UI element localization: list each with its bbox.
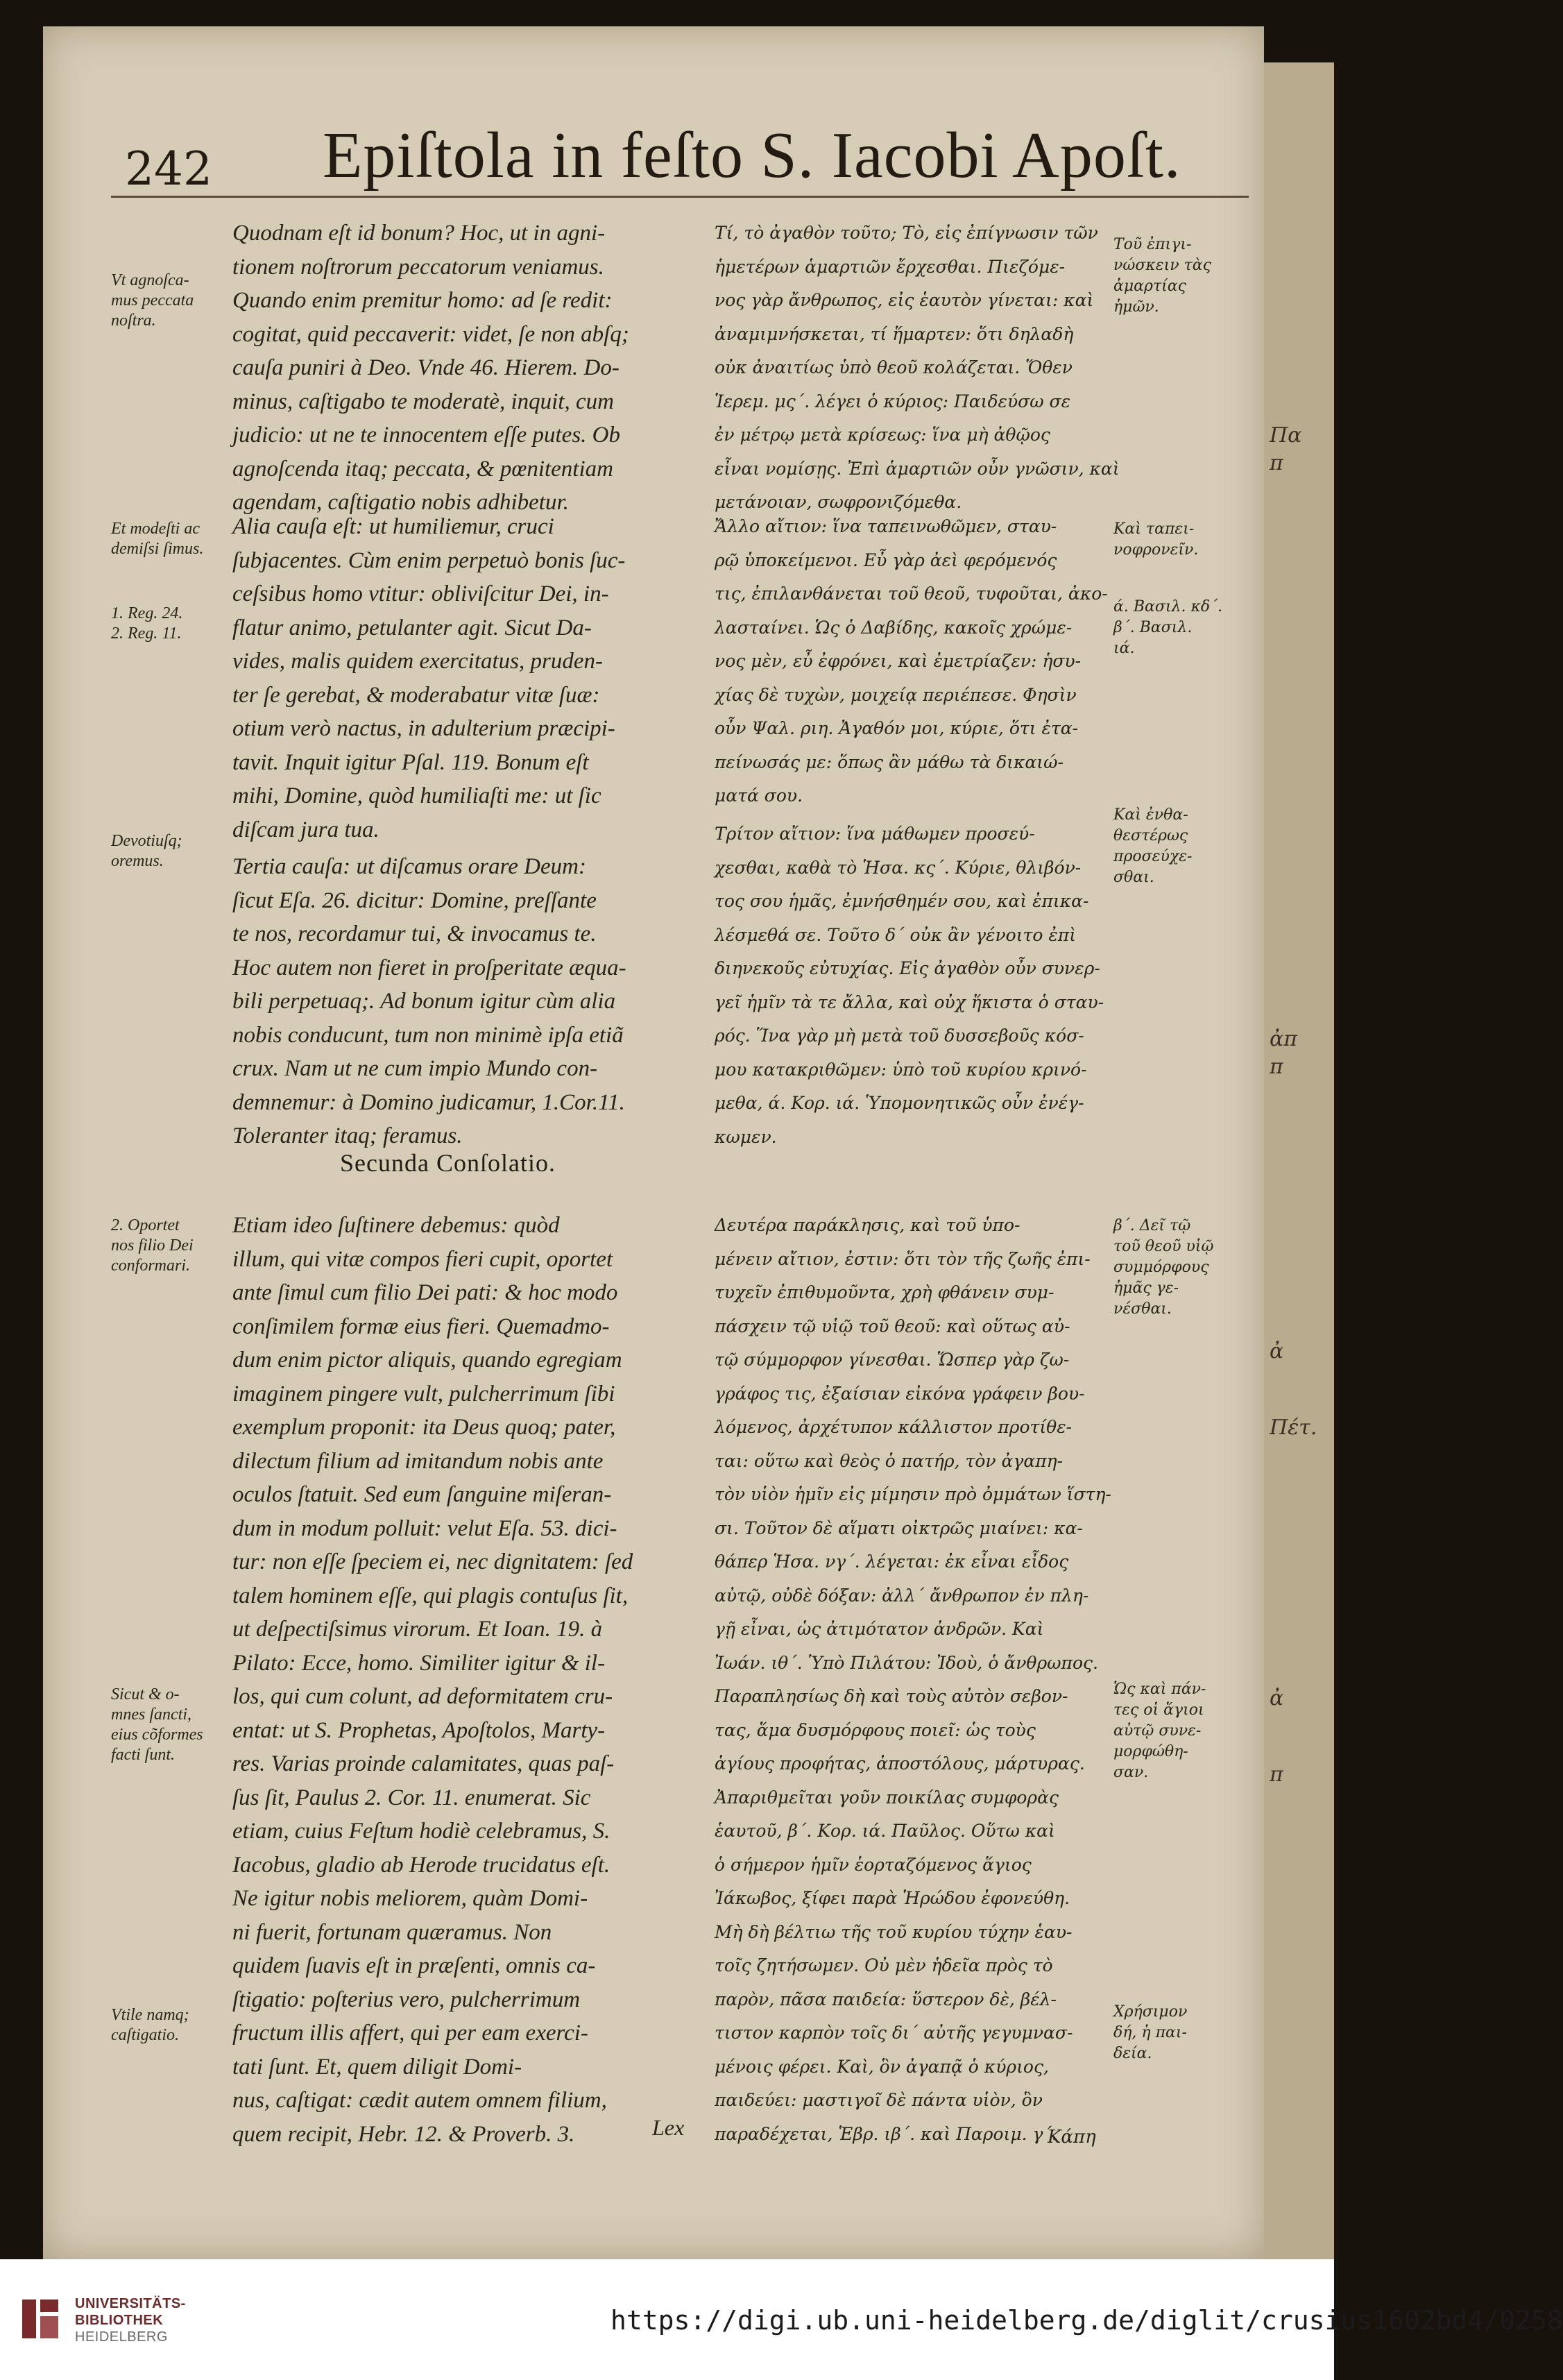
greek-paragraph-block [715, 817, 1110, 1154]
greek-paragraph-block [715, 216, 1120, 520]
next-page-fragment: Πέτ. [1270, 1416, 1317, 1440]
latin-paragraph-line: Alia cauſa eſt: ut humiliemur, cruci [232, 514, 554, 539]
greek-paragraph-line: μένοις φέρει. Καὶ, ὃν ἀγαπᾷ ὁ κύριος, [715, 2056, 1049, 2077]
latin-paragraph-block [232, 1209, 711, 2151]
margin-note-greek-line: β΄. Δεῖ τῷ [1113, 1217, 1191, 1234]
greek-paragraph-line: ἡμετέρων ἁμαρτιῶν ἔρχεσθαι. Πιεζόμε- [715, 256, 1066, 277]
margin-note-latin-line: Devotiuſq; [111, 832, 182, 850]
margin-note-latin-block [111, 1216, 229, 1276]
greek-paragraph-line: τιστον καρπὸν τοῖς δι΄ αὐτῆς γεγυμνασ- [715, 2023, 1073, 2043]
latin-paragraph-line: quidem ſuavis eſt in præſenti, omnis ca- [232, 1953, 596, 1978]
latin-paragraph-line: demnemur: à Domino judicamur, 1.Cor.11. [232, 1089, 625, 1115]
margin-note-greek-block [1113, 2002, 1245, 2064]
greek-paragraph-line: ἑαυτοῦ, β΄. Κορ. ιά. Παῦλος. Οὕτω καὶ [715, 1821, 1055, 1841]
latin-paragraph-line: ſubjacentes. Cùm enim perpetuò bonis ſuc- [232, 547, 626, 573]
latin-paragraph-line: etiam, cuius Feſtum hodiè celebramus, S. [232, 1819, 610, 1844]
logo-line-1: UNIVERSITÄTS- [75, 2296, 186, 2311]
greek-paragraph-line: ρός. Ἵνα γὰρ μὴ μετὰ τοῦ δυσσεβοῦς κόσ- [715, 1026, 1084, 1046]
greek-paragraph-line: γράφος τις, ἐξαίσιαν εἰκόνα γράφειν βου- [715, 1383, 1085, 1404]
next-page-fragment: ἀπ [1270, 1027, 1297, 1051]
latin-paragraph-line: ſtigatio: poſterius vero, pulcherrimum [232, 1987, 581, 2012]
margin-note-greek-line: ἡμᾶς γε- [1113, 1280, 1179, 1297]
margin-note-latin-line: mnes ſancti, [111, 1706, 191, 1724]
margin-note-latin-line: Vtile namq; [111, 2006, 189, 2024]
latin-paragraph-line: bili perpetuaq;. Ad bonum igitur cùm alia [232, 989, 616, 1014]
latin-paragraph-line: Quodnam eſt id bonum? Hoc, ut in agni- [232, 221, 606, 246]
latin-paragraph-line: Toleranter itaq; feramus. [232, 1123, 463, 1148]
latin-paragraph-line: imaginem pingere vult, pulcherrimum ſibi [232, 1381, 615, 1406]
greek-paragraph-line: οὐκ ἀναιτίως ὑπὸ θεοῦ κολάζεται. Ὅθεν [715, 357, 1073, 377]
margin-note-latin-line: 2. Reg. 11. [111, 624, 182, 643]
greek-paragraph-line: Ἀπαριθμεῖται γοῦν ποικίλας συμφορὰς [715, 1787, 1059, 1808]
latin-paragraph-line: crux. Nam ut ne cum impio Mundo con- [232, 1056, 598, 1081]
margin-note-greek-line: τες οἱ ἅγιοι [1113, 1701, 1204, 1719]
next-page-fragment: Πα [1270, 423, 1302, 448]
latin-paragraph-line: ſus ſit, Paulus 2. Cor. 11. enumerat. Sic [232, 1785, 591, 1810]
next-page-fragment: π [1270, 451, 1283, 475]
greek-paragraph-line: πείνωσάς με: ὅπως ἂν μάθω τὰ δικαιώ- [715, 751, 1064, 772]
latin-paragraph-line: Pilato: Ecce, homo. Similiter igitur & il- [232, 1650, 606, 1676]
margin-note-latin-block [111, 2005, 229, 2046]
margin-note-greek-block [1113, 1216, 1245, 1320]
margin-note-latin-line: demiſsi ſimus. [111, 540, 204, 558]
logo-line-3: HEIDELBERG [75, 2329, 168, 2345]
latin-paragraph-line: ſicut Eſa. 26. dicitur: Domine, preſſante [232, 887, 597, 913]
next-page-fragment: π [1270, 1055, 1283, 1079]
latin-paragraph-line: Quando enim premitur homo: ad ſe redit: [232, 288, 613, 313]
greek-paragraph-line: θάπερ Ἡσα. νγ΄. λέγεται: ἐκ εἶναι εἶδος [715, 1552, 1069, 1572]
margin-note-greek-line: αὐτῷ συνε- [1113, 1722, 1202, 1740]
latin-paragraph-line: Etiam ideo ſuſtinere debemus: quòd [232, 1213, 560, 1238]
greek-paragraph-line: ματά σου. [715, 785, 803, 806]
latin-paragraph-block [232, 510, 711, 847]
greek-paragraph-line: διηνεκοῦς εὐτυχίας. Εἰς ἀγαθὸν οὖν συνερ- [715, 958, 1100, 978]
margin-note-greek-block [1113, 805, 1245, 888]
library-logo-icon [15, 2294, 65, 2344]
greek-paragraph-line: τὸν υἱὸν ἡμῖν εἰς μίμησιν πρὸ ὀμμάτων ἵστη- [715, 1484, 1111, 1504]
latin-paragraph-line: res. Varias proinde calamitates, quas paſ- [232, 1751, 615, 1776]
margin-note-latin-line: caſtigatio. [111, 2026, 179, 2044]
latin-paragraph-line: nobis conducunt, tum non minimè ipſa etiã [232, 1022, 624, 1048]
greek-paragraph-line: λασταίνει. Ὡς ὁ Δαβίδης, κακοῖς χρώμε- [715, 617, 1073, 638]
latin-paragraph-line: Tertia cauſa: ut diſcamus orare Deum: [232, 854, 586, 879]
margin-note-greek-block [1113, 519, 1245, 561]
greek-paragraph-line: σι. Τοῦτον δὲ αἵματι οἰκτρῶς μιαίνει: κα- [715, 1518, 1083, 1538]
margin-note-latin-line: Sicut & o- [111, 1685, 180, 1703]
margin-note-latin-line: nos filio Dei [111, 1236, 194, 1255]
margin-note-greek-line: σαν. [1113, 1764, 1149, 1781]
catchword-greek: Κάπη [1048, 2127, 1096, 2148]
margin-note-latin-block [111, 604, 229, 644]
greek-paragraph-line: νος μὲν, εὖ ἐφρόνει, καὶ ἐμετρίαζεν: ἡσυ- [715, 651, 1082, 671]
margin-note-greek-block [1113, 1679, 1245, 1783]
greek-paragraph-line: Ἄλλο αἴτιον: ἵνα ταπεινωθῶμεν, σταυ- [715, 516, 1057, 536]
greek-paragraph-line: Παραπλησίως δὴ καὶ τοὺς αὐτὸν σεβον- [715, 1686, 1068, 1706]
catchword-latin: Lex [652, 2115, 685, 2140]
margin-note-latin-line: 1. Reg. 24. [111, 604, 183, 622]
margin-note-greek-line: ἁμαρτίας [1113, 278, 1186, 295]
greek-paragraph-line: χίας δὲ τυχὼν, μοιχείᾳ περιέπεσε. Φησὶν [715, 684, 1077, 705]
latin-paragraph-line: ante ſimul cum filio Dei pati: & hoc modo [232, 1280, 618, 1305]
latin-paragraph-line: illum, qui vitæ compos fieri cupit, oportet [232, 1246, 613, 1272]
greek-paragraph-line: Μὴ δὴ βέλτιω τῆς τοῦ κυρίου τύχην ἑαυ- [715, 1921, 1073, 1942]
running-head: Epiſtola in feſto S. Iacobi Apoſt. [323, 119, 1181, 192]
latin-paragraph-line: minus, caſtigabo te moderatè, inquit, cum [232, 389, 614, 414]
latin-paragraph-line: agendam, caſtigatio nobis adhibetur. [232, 490, 569, 515]
next-page-fragment: ἀ [1270, 1686, 1284, 1710]
greek-paragraph-line: παρὸν, πᾶσα παιδεία: ὕστερον δὲ, βέλ- [715, 1989, 1057, 2009]
latin-paragraph-line: dilectum filium ad imitandum nobis ante [232, 1448, 604, 1474]
greek-paragraph-line: λέσμεθά σε. Τοῦτο δ΄ οὐκ ἂν γένοιτο ἐπὶ [715, 924, 1076, 945]
margin-note-latin-block [111, 271, 229, 331]
greek-paragraph-line: ἀναμιμνήσκεται, τί ἥμαρτεν: ὅτι δηλαδὴ [715, 323, 1074, 344]
latin-paragraph-block [232, 850, 711, 1153]
latin-paragraph-line: conſimilem formæ eius fieri. Quemadmo- [232, 1314, 610, 1339]
latin-paragraph-line: nus, caſtigat: cædit autem omnem filium, [232, 2088, 607, 2113]
greek-paragraph-line: τας, ἅμα δυσμόρφους ποιεῖ: ὡς τοὺς [715, 1719, 1036, 1740]
margin-note-latin-block [111, 1685, 229, 1765]
greek-paragraph-line: παιδεύει: μαστιγοῖ δὲ πάντα υἱὸν, ὃν [715, 2090, 1043, 2110]
margin-note-greek-line: σθαι. [1113, 869, 1154, 886]
greek-paragraph-line: τος σου ἡμᾶς, ἐμνήσθημέν σου, καὶ ἐπικα- [715, 891, 1089, 911]
logo-line-2: BIBLIOTHEK [75, 2313, 164, 2328]
margin-note-greek-line: νώσκειν τὰς [1113, 257, 1211, 274]
margin-note-latin-line: oremus. [111, 852, 164, 870]
greek-paragraph-line: τις, ἐπιλανθάνεται τοῦ θεοῦ, τυφοῦται, ἀκο- [715, 584, 1108, 604]
latin-paragraph-line: ter ſe gerebat, & moderabatur vitæ ſuæ: [232, 682, 600, 708]
greek-paragraph-line: εἶναι νομίσῃς. Ἐπὶ ἁμαρτιῶν οὖν γνῶσιν, καὶ [715, 458, 1120, 479]
margin-note-greek-line: Χρήσιμον [1113, 2003, 1188, 2021]
page-number: 242 [125, 142, 212, 196]
margin-note-greek-line: συμμόρφους [1113, 1259, 1209, 1276]
greek-paragraph-line: Δευτέρα παράκλησις, καὶ τοῦ ὑπο- [715, 1215, 1020, 1235]
margin-note-greek-line: προσεύχε- [1113, 848, 1193, 865]
latin-paragraph-line: cauſa puniri à Deo. Vnde 46. Hierem. Do- [232, 355, 620, 380]
greek-paragraph-line: ἐν μέτρῳ μετὰ κρίσεως: ἵνα μὴ ἀθῷος [715, 425, 1050, 445]
margin-note-greek-line: Καὶ ταπει- [1113, 520, 1195, 538]
next-page-fragment: π [1270, 1762, 1283, 1787]
margin-note-greek-line: δή, ἡ παι- [1113, 2024, 1187, 2041]
latin-paragraph-line: mihi, Domine, quòd humiliaſti me: ut ſic [232, 783, 601, 808]
margin-note-greek-line: Τοῦ ἐπιγι- [1113, 236, 1192, 253]
header-rule [111, 196, 1249, 198]
greek-paragraph-line: γῇ εἶναι, ὡς ἀτιμότατον ἀνδρῶν. Καὶ [715, 1619, 1044, 1639]
margin-note-greek-line: δεία. [1113, 2045, 1152, 2062]
greek-paragraph-line: τοῖς ζητήσωμεν. Οὐ μὲν ἡδεῖα πρὸς τὸ [715, 1955, 1053, 1975]
latin-paragraph-line: tionem noſtrorum peccatorum veniamus. [232, 254, 604, 280]
source-url-link[interactable]: https://digi.ub.uni-heidelberg.de/diglit/crusius1602bd4/0258 [610, 2305, 1563, 2336]
latin-paragraph-line: vides, malis quidem exercitatus, pruden- [232, 649, 603, 674]
library-logo-text [75, 2295, 186, 2345]
latin-paragraph-line: te nos, recordamur tui, & invocamus te. [232, 921, 597, 946]
greek-paragraph-line: ρῷ ὑποκείμενοι. Εὖ γὰρ ἀεὶ φερόμενός [715, 550, 1057, 570]
latin-paragraph-line: diſcam jura tua. [232, 817, 379, 842]
latin-paragraph-line: los, qui cum colunt, ad deformitatem cru- [232, 1684, 613, 1709]
greek-paragraph-block [715, 1209, 1110, 2151]
margin-note-latin-line: Et modeſti ac [111, 520, 200, 538]
margin-note-latin-line: conformari. [111, 1257, 190, 1275]
latin-paragraph-line: ut deſpectiſsimus virorum. Et Ioan. 19. à [232, 1617, 603, 1642]
latin-paragraph-line: flatur animo, petulanter agit. Sicut Da- [232, 615, 592, 640]
latin-paragraph-line: ceſsibus homo vtitur: obliviſcitur Dei, in- [232, 581, 609, 606]
margin-note-latin-line: facti ſunt. [111, 1746, 175, 1764]
greek-paragraph-line: λόμενος, ἀρχέτυπον κάλλιστον προτίθε- [715, 1417, 1073, 1437]
margin-note-greek-line: Καὶ ἐνθα- [1113, 806, 1188, 824]
latin-paragraph-line: exemplum proponit: ita Deus quoq; pater, [232, 1415, 616, 1440]
greek-paragraph-line: ἁγίους προφήτας, ἀποστόλους, μάρτυρας. [715, 1753, 1085, 1774]
margin-note-latin-line: mus peccata [111, 291, 194, 309]
greek-paragraph-block [715, 510, 1110, 813]
margin-note-greek-line: ά. Βασιλ. κδ΄. [1113, 598, 1223, 615]
margin-note-greek-line: Ὡς καὶ πάν- [1113, 1681, 1206, 1698]
margin-note-latin-line: noſtra. [111, 312, 156, 330]
margin-note-latin-line: 2. Oportet [111, 1216, 180, 1234]
latin-paragraph-line: Hoc autem non fieret in proſperitate æqua- [232, 955, 626, 980]
section-heading: Secunda Conſolatio. [340, 1149, 556, 1177]
latin-paragraph-line: oculos ſtatuit. Sed eum ſanguine miſeran- [232, 1482, 612, 1507]
margin-note-greek-line: νοφρονεῖν. [1113, 541, 1199, 559]
margin-note-latin-block [111, 831, 229, 872]
latin-paragraph-line: otium verò nactus, in adulterium præcipi- [232, 716, 615, 741]
greek-paragraph-line: αὐτῷ, οὐδὲ δόξαν: ἀλλ΄ ἄνθρωπον ἐν πλη- [715, 1585, 1089, 1606]
latin-paragraph-line: quem recipit, Hebr. 12. & Proverb. 3. [232, 2121, 575, 2147]
greek-paragraph-line: νος γὰρ ἄνθρωπος, εἰς ἑαυτὸν γίνεται: καὶ [715, 290, 1094, 310]
margin-note-greek-line: ἡμῶν. [1113, 298, 1159, 316]
greek-paragraph-line: Ἰωάν. ιθ΄. Ὑπὸ Πιλάτου: Ἰδοὺ, ὁ ἄνθρωπος. [715, 1652, 1098, 1673]
greek-paragraph-line: μετάνοιαν, σωφρονιζόμεθα. [715, 492, 962, 512]
greek-paragraph-line: γεῖ ἡμῖν τὰ τε ἄλλα, καὶ οὐχ ἥκιστα ὁ σταυ- [715, 992, 1104, 1012]
latin-paragraph-line: tur: non eſſe ſpeciem ei, nec dignitatem: ſed [232, 1549, 633, 1574]
latin-paragraph-line: tati ſunt. Et, quem diligit Domi- [232, 2054, 522, 2080]
greek-paragraph-line: ται: οὕτω καὶ θεὸς ὁ πατήρ, τὸν ἀγαπη- [715, 1450, 1064, 1471]
latin-paragraph-line: Ne igitur nobis meliorem, quàm Domi- [232, 1886, 588, 1911]
latin-paragraph-line: tavit. Inquit igitur Pſal. 119. Bonum eſt [232, 749, 589, 775]
latin-paragraph-line: agnoſcenda itaq; peccata, & pœnitentiam [232, 456, 613, 482]
margin-note-greek-block [1113, 597, 1245, 659]
greek-paragraph-line: Ἱερεμ. μς΄. λέγει ὁ κύριος: Παιδεύσω σε [715, 391, 1071, 411]
greek-paragraph-line: κωμεν. [715, 1126, 777, 1147]
greek-paragraph-line: τῷ σύμμορφον γίνεσθαι. Ὥσπερ γὰρ ζω- [715, 1350, 1070, 1370]
greek-paragraph-line: μεθα, ά. Κορ. ιά. Ὑπομονητικῶς οὖν ἐνέγ- [715, 1093, 1084, 1113]
latin-paragraph-line: talem hominem eſſe, qui plagis contuſus ſit, [232, 1583, 629, 1608]
latin-paragraph-line: Iacobus, gladio ab Herode trucidatus eſt. [232, 1852, 610, 1878]
greek-paragraph-line: ὁ σήμερον ἡμῖν ἑορταζόμενος ἅγιος [715, 1854, 1032, 1875]
next-page-edge [1264, 62, 1334, 2276]
margin-note-greek-line: ιά. [1113, 640, 1135, 657]
margin-note-greek-line: νέσθαι. [1113, 1300, 1172, 1318]
margin-note-latin-line: Vt agnoſca- [111, 271, 189, 289]
latin-paragraph-line: cogitat, quid peccaverit: videt, ſe non abſq; [232, 321, 629, 347]
greek-paragraph-line: μου κατακριθῶμεν: ὑπὸ τοῦ κυρίου κρινό- [715, 1059, 1087, 1080]
latin-paragraph-line: judicio: ut ne te innocentem eſſe putes. Ob [232, 423, 621, 448]
greek-paragraph-line: οὖν Ψαλ. ριη. Ἀγαθόν μοι, κύριε, ὅτι ἐτα- [715, 718, 1079, 738]
latin-paragraph-line: dum in modum polluit: velut Eſa. 53. dici- [232, 1515, 617, 1541]
greek-paragraph-line: πάσχειν τῷ υἱῷ τοῦ θεοῦ: καὶ οὕτως αὐ- [715, 1316, 1070, 1336]
margin-note-greek-line: θεστέρως [1113, 827, 1188, 844]
viewer-footer [0, 2259, 1563, 2380]
latin-paragraph-line: entat: ut S. Prophetas, Apoſtolos, Marty- [232, 1717, 606, 1743]
greek-paragraph-line: μένειν αἴτιον, ἐστιν: ὅτι τὸν τῆς ζωῆς ἐπι- [715, 1248, 1091, 1269]
latin-paragraph-block [232, 216, 711, 520]
greek-paragraph-line: Τί, τὸ ἀγαθὸν τοῦτο; Τὸ, εἰς ἐπίγνωσιν τῶν [715, 223, 1098, 243]
margin-note-latin-block [111, 519, 229, 559]
margin-note-latin-line: eius cõformes [111, 1726, 203, 1744]
greek-paragraph-line: παραδέχεται, Ἑβρ. ιβ΄. καὶ Παροιμ. γ΄. [715, 2123, 1057, 2144]
greek-paragraph-line: Τρίτον αἴτιον: ἵνα μάθωμεν προσεύ- [715, 824, 1035, 844]
greek-paragraph-line: χεσθαι, καθὰ τὸ Ἡσα. κς΄. Κύριε, θλιβόν- [715, 857, 1082, 878]
next-page-fragment: ἀ [1270, 1339, 1284, 1363]
margin-note-greek-block [1113, 235, 1245, 318]
margin-note-greek-line: β΄. Βασιλ. [1113, 619, 1193, 636]
margin-note-greek-line: μορφώθη- [1113, 1743, 1188, 1760]
latin-paragraph-line: fructum illis affert, qui per eam exerci- [232, 2021, 588, 2046]
latin-paragraph-line: dum enim pictor aliquis, quando egregiam [232, 1348, 622, 1372]
greek-paragraph-line: Ἰάκωβος, ξίφει παρὰ Ἡρώδου ἐφονεύθη. [715, 1888, 1070, 1908]
greek-paragraph-line: τυχεῖν ἐπιθυμοῦντα, χρὴ φθάνειν συμ- [715, 1282, 1054, 1302]
margin-note-greek-line: τοῦ θεοῦ υἱῷ [1113, 1238, 1214, 1255]
latin-paragraph-line: ni fuerit, fortunam quæramus. Non [232, 1919, 552, 1945]
